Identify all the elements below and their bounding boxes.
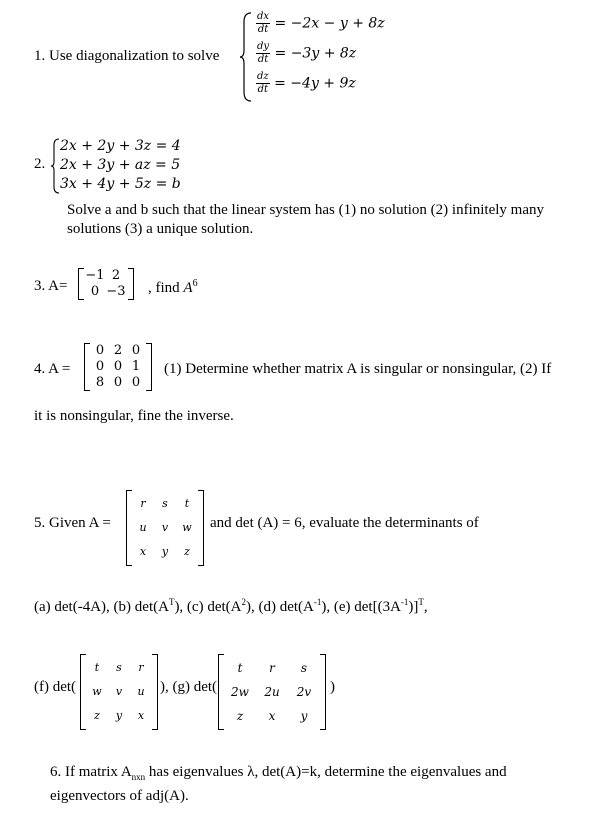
q4-matrix: 0 2 0 0 0 1 8 0 0 (84, 343, 152, 395)
q1-eq-1: $\frac{dx}{dt}$ = −2x − y + 8z (257, 11, 385, 35)
q1-eq-2: $\frac{dy}{dt}$ = −3y + 8z (257, 41, 357, 65)
q5-f-close: ), (g) det( (160, 679, 218, 695)
q5-parts: (a) det(-4A), (b) $\det(A^T)$, (c) $\det(A^2)$, (d) $\det(A^{-1})$, (e) $\det[(3A^{-1})]^T$, (34, 597, 428, 615)
q5-prefix: 5. Given A = (34, 515, 111, 531)
q2-eq-3: 3x + 4y + 5z = b (60, 176, 181, 192)
q5-text: and det (A) = 6, evaluate the determinants of (210, 515, 479, 531)
q1-eq-3: $\frac{dz}{dt}$ = −4y + 9z (257, 71, 356, 95)
q1-text: Use diagonalization to solve (49, 48, 220, 64)
q2-eq-1: 2x + 2y + 3z = 4 (60, 138, 181, 154)
q5-matrix: r s t u v w x y z (126, 490, 204, 570)
q2-number: 2. (34, 156, 46, 172)
q5-g-matrix: t r s 2w 2u 2v z x y (218, 654, 326, 734)
q4-text: (1) Determine whether matrix A is singular or nonsingular, (2) If (164, 361, 552, 377)
q1-brace (239, 12, 253, 102)
q4-line2: it is nonsingular, fine the inverse. (34, 408, 234, 424)
q5-f-matrix: t s r w v u z y x (80, 654, 158, 734)
q1-label (34, 48, 219, 65)
q2-line2: solutions (3) a unique solution. (67, 221, 254, 237)
q3-find: , find $A^6$ (148, 278, 198, 296)
q3-matrix: −1 2 0 −3 (78, 268, 134, 304)
q2-eq-2: 2x + 3y + az = 5 (60, 157, 181, 173)
q3-prefix: 3. A= (34, 278, 68, 294)
q5-g-close: ) (330, 679, 335, 695)
q4-prefix: 4. A = (34, 361, 71, 377)
q6-line2: eigenvectors of adj(A). (50, 788, 189, 804)
q2-brace (50, 138, 60, 194)
q6-line1: 6. If matrix $A_{nxn}$ has eigenvalues λ, det(A)=k, determine the eigenvalues and (50, 764, 507, 782)
q5-f-label: (f) det( (34, 679, 77, 695)
q1-number: 1. (34, 48, 46, 64)
q2-equations (60, 137, 181, 194)
q1-equations (256, 12, 385, 102)
q2-line1: Solve a and b such that the linear system has (1) no solution (2) infinitely many (67, 202, 544, 218)
